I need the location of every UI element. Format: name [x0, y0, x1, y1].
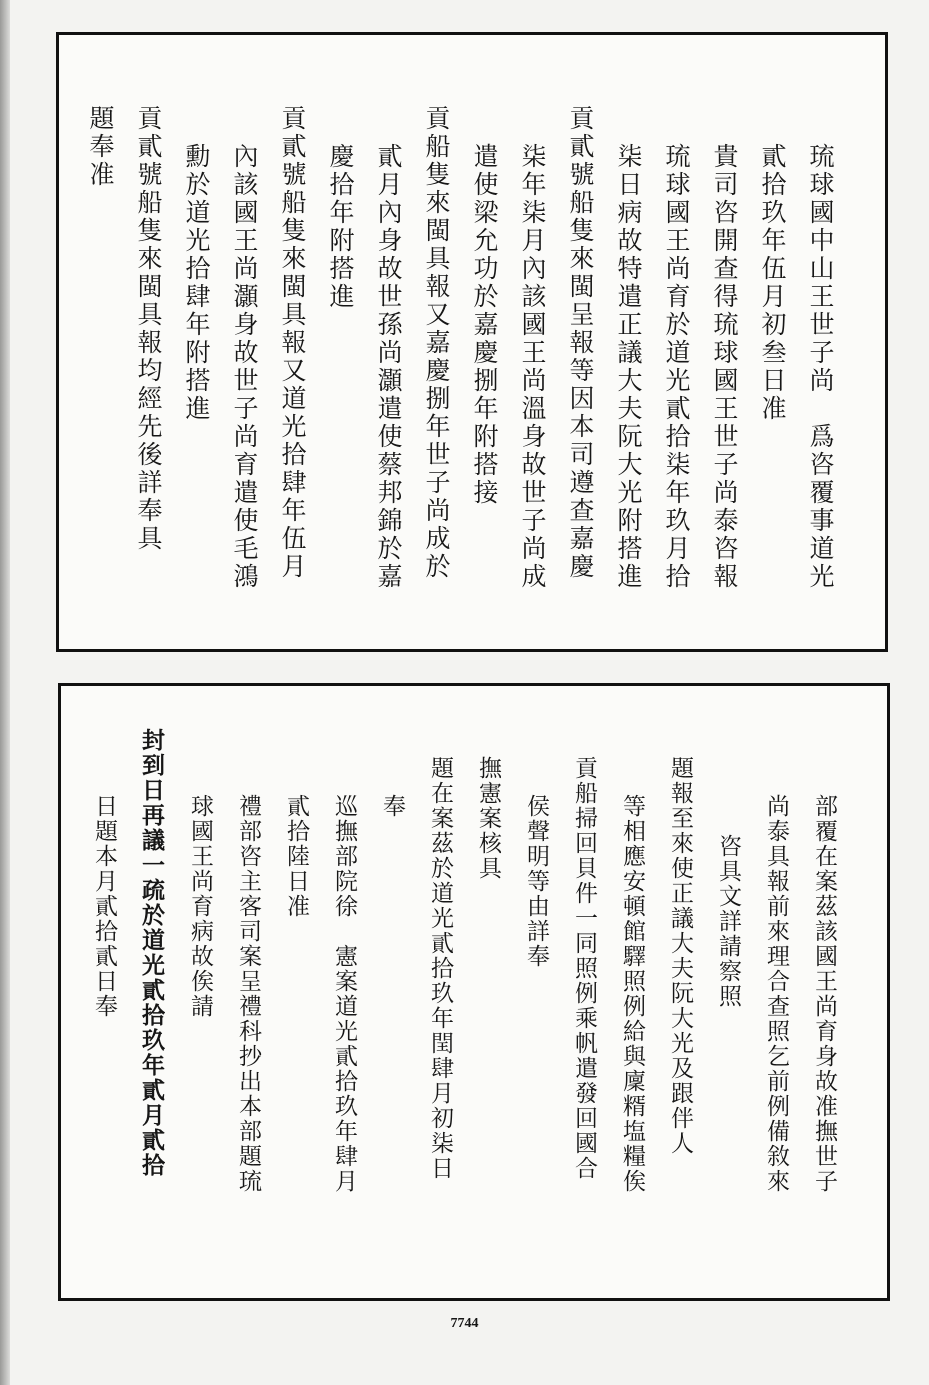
text-column: 柒日病故特遣正議大夫阮大光附搭進: [614, 143, 643, 591]
text-column: 勳於道光拾肆年附搭進: [182, 143, 211, 423]
text-column: 貢貳號船隻來閩具報均經先後詳奉具: [134, 105, 163, 553]
book-binding-edge: [0, 0, 10, 1385]
text-column: 部覆在案茲該國王尚育身故准撫世子: [811, 794, 837, 1194]
text-column: 巡撫部院徐 憲案道光貳拾玖年肆月: [331, 794, 357, 1194]
text-column: 貢船隻來閩具報又嘉慶捌年世子尚成於: [422, 105, 451, 581]
text-column: 貳拾玖年伍月初叁日准: [758, 143, 787, 423]
text-column: 貳拾陸日准: [283, 794, 309, 919]
text-column: 球國王尚育病故俟請: [187, 794, 213, 1019]
text-column: 貴司咨開查得琉球國王世子尚泰咨報: [710, 143, 739, 591]
text-column: 奉: [379, 794, 405, 819]
text-column: 等相應安頓館驛照例給與廩糈塩糧俟: [619, 794, 645, 1194]
text-column: 封到日再議一疏於道光貳拾玖年貳月貳拾: [138, 728, 165, 1178]
text-column: 貢船掃回貝件一同照例乘帆遣發回國合: [571, 756, 597, 1181]
text-column: 尚泰具報前來理合查照乞前例備敘來: [763, 794, 789, 1194]
text-column: 貢貳號船隻來閩具報又道光拾肆年伍月: [278, 105, 307, 581]
text-column: 貳月內身故世孫尚灝遣使蔡邦錦於嘉: [374, 143, 403, 591]
text-column: 慶拾年附搭進: [326, 143, 355, 311]
text-column: 日題本月貳拾貳日奉: [91, 794, 117, 1019]
text-column: 內該國王尚灝身故世子尚育遣使毛鴻: [230, 143, 259, 591]
text-column: 柒年柒月內該國王尚溫身故世子尚成: [518, 143, 547, 591]
text-column: 遣使梁允功於嘉慶捌年附搭接: [470, 143, 499, 507]
text-column: 琉球國王尚育於道光貳拾柒年玖月拾: [662, 143, 691, 591]
lower-text-columns: [61, 686, 887, 1298]
text-column: 題在案茲於道光貳拾玖年閏肆月初柒日: [427, 756, 453, 1181]
text-column: 題奉准: [86, 105, 115, 189]
page-number: 7744: [450, 1316, 479, 1331]
upper-text-columns: [59, 35, 885, 649]
text-column: 撫憲案核具: [475, 756, 501, 881]
lower-text-panel: [58, 683, 890, 1301]
upper-text-panel: [56, 32, 888, 652]
text-column: 禮部咨主客司案呈禮科抄出本部題琉: [235, 794, 261, 1194]
text-column: 侯聲明等由詳奉: [523, 794, 549, 969]
text-column: 琉球國中山王世子尚 爲咨覆事道光: [806, 143, 835, 591]
text-column: 咨具文詳請察照: [715, 834, 741, 1009]
text-column: 題報至來使正議大夫阮大光及跟伴人: [667, 756, 693, 1156]
text-column: 貢貳號船隻來閩呈報等因本司遵查嘉慶: [566, 105, 595, 581]
